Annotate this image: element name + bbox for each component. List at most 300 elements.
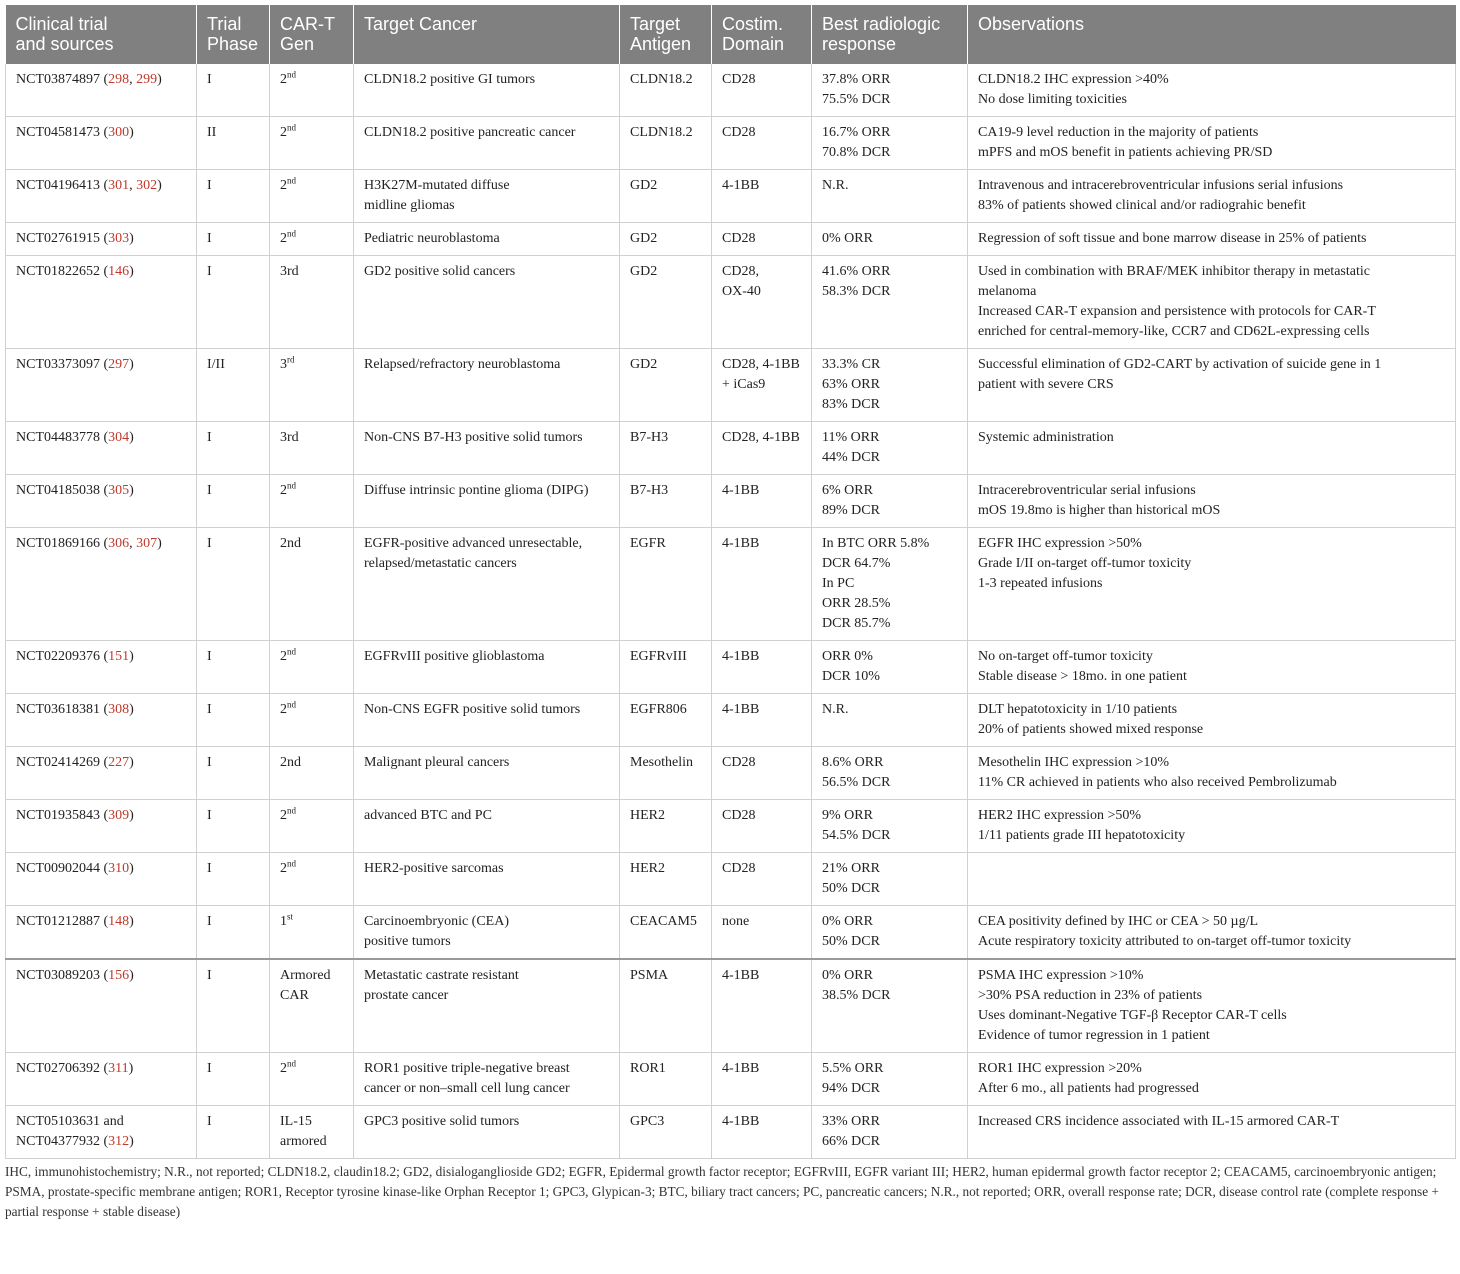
generation-value: 3 [280, 357, 287, 372]
costim-domain-cell [712, 906, 812, 960]
generation-superscript: nd [287, 699, 296, 710]
reference-link: 310 [108, 861, 130, 876]
phase-cell: I [197, 1053, 270, 1106]
target-antigen-cell: GD2 [620, 349, 712, 422]
best-response-cell [812, 256, 968, 349]
trial-id: NCT01935843 ( [16, 808, 109, 823]
target-cancer-cell [354, 256, 620, 349]
costim-domain-cell [712, 1106, 812, 1159]
costim-domain-line: CD28, 4-1BB [722, 430, 800, 445]
generation-cell [270, 528, 354, 641]
header-costim-domain [712, 5, 812, 64]
table-row [6, 349, 1456, 422]
costim-domain-line: 4-1BB [722, 1114, 760, 1129]
generation-superscript: nd [287, 858, 296, 869]
phase-cell: I [197, 422, 270, 475]
reference-link: 307 [136, 536, 158, 551]
trial-id: NCT05103631 and NCT04377932 ( [16, 1114, 124, 1149]
target-antigen-cell: CEACAM5 [620, 906, 712, 960]
header-text: Target [630, 14, 681, 34]
generation-cell [270, 422, 354, 475]
target-cancer-cell [354, 906, 620, 960]
trial-id-cell: NCT03089203 (156) [6, 959, 197, 1053]
costim-domain-line: 4-1BB [722, 702, 760, 717]
best-response-line: DCR 85.7% [822, 616, 891, 631]
observations-cell [968, 475, 1456, 528]
costim-domain-cell [712, 800, 812, 853]
best-response-line: 8.6% ORR [822, 755, 884, 770]
best-response-line: DCR 10% [822, 669, 880, 684]
phase-cell: I [197, 64, 270, 117]
target-cancer-cell [354, 170, 620, 223]
trial-id-cell: NCT03874897 (298, 299) [6, 64, 197, 117]
trial-id: NCT04483778 ( [16, 430, 109, 445]
phase-cell: I [197, 641, 270, 694]
observation-line: HER2 IHC expression >50% [978, 808, 1142, 823]
target-cancer-cell [354, 422, 620, 475]
header-text: and sources [15, 34, 114, 54]
table-row [6, 959, 1456, 1053]
costim-domain-cell [712, 641, 812, 694]
trial-id: NCT02414269 ( [16, 755, 109, 770]
costim-domain-line: 4-1BB [722, 968, 760, 983]
observation-line: Increased CRS incidence associated with IL-15 armored CAR-T [978, 1114, 1340, 1129]
header-text: Target Cancer [364, 14, 478, 34]
observation-line: Systemic administration [978, 430, 1114, 445]
target-cancer-line: HER2-positive sarcomas [364, 861, 504, 876]
car-t-trials-table [5, 5, 1456, 1159]
reference-link: 300 [108, 125, 130, 140]
trial-id-cell: NCT03618381 (308) [6, 694, 197, 747]
table-row [6, 906, 1456, 960]
table-row [6, 64, 1456, 117]
best-response-line: 94% DCR [822, 1081, 880, 1096]
generation-cell [270, 64, 354, 117]
trial-id: NCT03089203 ( [16, 968, 109, 983]
generation-superscript: nd [287, 1058, 296, 1069]
observations-cell [968, 1053, 1456, 1106]
phase-cell: I [197, 256, 270, 349]
target-cancer-line: CLDN18.2 positive pancreatic cancer [364, 125, 576, 140]
phase-cell: I [197, 694, 270, 747]
target-cancer-cell [354, 349, 620, 422]
phase-cell: I [197, 170, 270, 223]
costim-domain-line: 4-1BB [722, 649, 760, 664]
phase-cell: I [197, 853, 270, 906]
generation-value: 2 [280, 1061, 287, 1076]
observation-line: enriched for central-memory-like, CCR7 and CD62L-expressing cells [978, 324, 1370, 339]
best-response-line: 63% ORR [822, 377, 880, 392]
generation-value: 2 [280, 178, 287, 193]
best-response-cell [812, 853, 968, 906]
best-response-line: 33.3% CR [822, 357, 881, 372]
best-response-cell [812, 1106, 968, 1159]
table-body [6, 64, 1456, 1159]
table-row [6, 422, 1456, 475]
target-cancer-line: Carcinoembryonic (CEA) [364, 914, 510, 929]
target-cancer-line: Metastatic castrate resistant [364, 968, 519, 983]
trial-id: NCT01869166 ( [16, 536, 109, 551]
trial-id-cell: NCT02706392 (311) [6, 1053, 197, 1106]
best-response-cell [812, 223, 968, 256]
observation-line: Regression of soft tissue and bone marrow disease in 25% of patients [978, 231, 1367, 246]
table-row [6, 641, 1456, 694]
generation-superscript: nd [287, 122, 296, 133]
generation-value: Armored CAR [280, 968, 331, 1003]
reference-link: 303 [108, 231, 130, 246]
generation-superscript: nd [287, 175, 296, 186]
observations-cell [968, 853, 1456, 906]
header-trial-phase [197, 5, 270, 64]
target-cancer-line: GPC3 positive solid tumors [364, 1114, 520, 1129]
generation-cell [270, 349, 354, 422]
generation-value: 2 [280, 125, 287, 140]
best-response-line: N.R. [822, 178, 849, 193]
generation-cell [270, 1053, 354, 1106]
table-row [6, 694, 1456, 747]
header-text: CAR-T [280, 14, 335, 34]
generation-value: 2 [280, 231, 287, 246]
costim-domain-cell [712, 528, 812, 641]
costim-domain-cell [712, 1053, 812, 1106]
trial-id-cell: NCT01869166 (306, 307) [6, 528, 197, 641]
target-cancer-line: cancer or non–small cell lung cancer [364, 1081, 570, 1096]
reference-link: 299 [136, 72, 158, 87]
observations-cell [968, 349, 1456, 422]
trial-id-cell: NCT04581473 (300) [6, 117, 197, 170]
trial-id-cell: NCT01822652 (146) [6, 256, 197, 349]
target-antigen-cell: PSMA [620, 959, 712, 1053]
observation-line: No on-target off-tumor toxicity [978, 649, 1153, 664]
reference-link: 227 [108, 755, 130, 770]
table-row [6, 1106, 1456, 1159]
table-row [6, 853, 1456, 906]
target-cancer-cell [354, 747, 620, 800]
costim-domain-line: CD28, 4-1BB [722, 357, 800, 372]
table-row [6, 747, 1456, 800]
target-cancer-line: CLDN18.2 positive GI tumors [364, 72, 536, 87]
table-row [6, 800, 1456, 853]
trial-id: NCT03874897 ( [16, 72, 109, 87]
generation-superscript: nd [287, 805, 296, 816]
generation-value: IL-15 armored [280, 1114, 327, 1149]
best-response-cell [812, 117, 968, 170]
header-text: response [822, 34, 897, 54]
target-antigen-cell: B7-H3 [620, 422, 712, 475]
target-cancer-cell [354, 528, 620, 641]
best-response-cell [812, 64, 968, 117]
best-response-line: 0% ORR [822, 914, 873, 929]
best-response-line: 89% DCR [822, 503, 880, 518]
phase-cell: I [197, 906, 270, 960]
costim-domain-line: CD28 [722, 808, 756, 823]
best-response-line: 38.5% DCR [822, 988, 891, 1003]
best-response-line: 83% DCR [822, 397, 880, 412]
phase-cell: II [197, 117, 270, 170]
costim-domain-line: OX-40 [722, 284, 761, 299]
generation-superscript: nd [287, 646, 296, 657]
generation-value: 2nd [280, 755, 301, 770]
trial-id: NCT02209376 ( [16, 649, 109, 664]
observation-line: Intravenous and intracerebroventricular infusions serial infusions [978, 178, 1344, 193]
generation-value: 2nd [280, 536, 301, 551]
generation-cell [270, 1106, 354, 1159]
observation-line: CEA positivity defined by IHC or CEA > 50 µg/L [978, 914, 1259, 929]
target-cancer-line: GD2 positive solid cancers [364, 264, 516, 279]
observations-cell [968, 170, 1456, 223]
target-cancer-line: Relapsed/refractory neuroblastoma [364, 357, 561, 372]
header-text: Observations [978, 14, 1085, 34]
trial-id: NCT04581473 ( [16, 125, 109, 140]
generation-cell [270, 959, 354, 1053]
target-cancer-line: ROR1 positive triple-negative breast [364, 1061, 570, 1076]
table-footnote: IHC, immunohistochemistry; N.R., not reported; CLDN18.2, claudin18.2; GD2, disialoganglioside GD2; EGFR, Epidermal growth factor receptor; EGFRvIII, EGFR variant III; HER2, human epidermal growth factor receptor 2; CEACAM5, carcinoembryonic antigen; PSMA, prostate-specific membrane antigen; ROR1, Receptor tyrosine kinase-like Orphan Receptor 1; GPC3, Glypican-3; BTC, biliary tract cancers; PC, pancreatic cancers; N.R., not reported; ORR, overall response rate; DCR, disease control rate (complete response + partial response + stable disease) [5, 1164, 1439, 1219]
target-cancer-cell [354, 959, 620, 1053]
generation-value: 1 [280, 914, 287, 929]
costim-domain-line: 4-1BB [722, 483, 760, 498]
generation-cell [270, 641, 354, 694]
generation-cell [270, 906, 354, 960]
generation-cell [270, 853, 354, 906]
target-cancer-line: EGFRvIII positive glioblastoma [364, 649, 545, 664]
generation-superscript: nd [287, 228, 296, 239]
observation-line: DLT hepatotoxicity in 1/10 patients [978, 702, 1178, 717]
best-response-line: 11% ORR [822, 430, 880, 445]
observations-cell [968, 256, 1456, 349]
best-response-cell [812, 1053, 968, 1106]
observations-cell [968, 747, 1456, 800]
trial-id: NCT00902044 ( [16, 861, 109, 876]
reference-link: 311 [108, 1061, 129, 1076]
target-cancer-line: Non-CNS EGFR positive solid tumors [364, 702, 581, 717]
generation-value: 3rd [280, 264, 299, 279]
generation-cell [270, 256, 354, 349]
table-row [6, 223, 1456, 256]
header-target-cancer [354, 5, 620, 64]
observation-line: No dose limiting toxicities [978, 92, 1127, 107]
reference-link: 312 [108, 1134, 130, 1149]
table-row [6, 528, 1456, 641]
best-response-cell [812, 800, 968, 853]
trial-id: NCT01822652 ( [16, 264, 109, 279]
best-response-line: 54.5% DCR [822, 828, 891, 843]
header-observations [968, 5, 1456, 64]
observation-line: ROR1 IHC expression >20% [978, 1061, 1142, 1076]
generation-cell [270, 223, 354, 256]
generation-cell [270, 475, 354, 528]
reference-link: 298 [108, 72, 130, 87]
observation-line: 83% of patients showed clinical and/or radiograhic benefit [978, 198, 1306, 213]
best-response-line: 58.3% DCR [822, 284, 891, 299]
best-response-cell [812, 170, 968, 223]
observations-cell [968, 64, 1456, 117]
target-cancer-line: EGFR-positive advanced unresectable, [364, 536, 583, 551]
target-cancer-line: Non-CNS B7-H3 positive solid tumors [364, 430, 583, 445]
costim-domain-line: 4-1BB [722, 178, 760, 193]
header-car-t-gen [270, 5, 354, 64]
reference-link: 297 [108, 357, 130, 372]
observation-line: mOS 19.8mo is higher than historical mOS [978, 503, 1221, 518]
table-row [6, 1053, 1456, 1106]
target-cancer-cell [354, 1106, 620, 1159]
target-antigen-cell: GD2 [620, 170, 712, 223]
costim-domain-cell [712, 64, 812, 117]
generation-superscript: st [287, 911, 294, 922]
trial-id-cell: NCT04196413 (301, 302) [6, 170, 197, 223]
best-response-cell [812, 906, 968, 960]
trial-id-cell: NCT04483778 (304) [6, 422, 197, 475]
target-cancer-line: prostate cancer [364, 988, 449, 1003]
observations-cell [968, 528, 1456, 641]
target-antigen-cell: CLDN18.2 [620, 64, 712, 117]
table-row [6, 117, 1456, 170]
best-response-cell [812, 747, 968, 800]
header-text: Phase [207, 34, 259, 54]
table-row [6, 170, 1456, 223]
generation-value: 3rd [280, 430, 299, 445]
costim-domain-line: CD28 [722, 861, 756, 876]
costim-domain-line: CD28, [722, 264, 759, 279]
generation-value: 2 [280, 72, 287, 87]
target-cancer-cell [354, 64, 620, 117]
target-antigen-cell: B7-H3 [620, 475, 712, 528]
observation-line: CLDN18.2 IHC expression >40% [978, 72, 1169, 87]
costim-domain-cell [712, 959, 812, 1053]
generation-superscript: rd [287, 354, 295, 365]
costim-domain-line: 4-1BB [722, 536, 760, 551]
generation-cell [270, 170, 354, 223]
costim-domain-cell [712, 422, 812, 475]
target-antigen-cell: GPC3 [620, 1106, 712, 1159]
target-antigen-cell: EGFR [620, 528, 712, 641]
best-response-line: 50% DCR [822, 881, 880, 896]
observations-cell [968, 1106, 1456, 1159]
best-response-line: 16.7% ORR [822, 125, 891, 140]
generation-value: 2 [280, 483, 287, 498]
costim-domain-cell [712, 747, 812, 800]
costim-domain-cell [712, 853, 812, 906]
best-response-line: 56.5% DCR [822, 775, 891, 790]
trial-id: NCT02706392 ( [16, 1061, 109, 1076]
observation-line: PSMA IHC expression >10% [978, 968, 1144, 983]
header-text: Antigen [630, 34, 692, 54]
best-response-line: 5.5% ORR [822, 1061, 884, 1076]
costim-domain-line: 4-1BB [722, 1061, 760, 1076]
costim-domain-cell [712, 117, 812, 170]
costim-domain-line: CD28 [722, 125, 756, 140]
target-antigen-cell: Mesothelin [620, 747, 712, 800]
trial-id: NCT04185038 ( [16, 483, 109, 498]
observation-line: Stable disease > 18mo. in one patient [978, 669, 1187, 684]
observation-line: CA19-9 level reduction in the majority of patients [978, 125, 1259, 140]
generation-cell [270, 747, 354, 800]
best-response-line: 50% DCR [822, 934, 880, 949]
trial-id-cell: NCT04185038 (305) [6, 475, 197, 528]
table-row [6, 256, 1456, 349]
reference-link: 301 [108, 178, 130, 193]
costim-domain-cell [712, 694, 812, 747]
observation-line: patient with severe CRS [978, 377, 1114, 392]
best-response-line: 6% ORR [822, 483, 873, 498]
target-cancer-cell [354, 641, 620, 694]
observation-line: 20% of patients showed mixed response [978, 722, 1204, 737]
trial-id-cell: NCT02209376 (151) [6, 641, 197, 694]
target-antigen-cell: EGFR806 [620, 694, 712, 747]
table-row [6, 475, 1456, 528]
generation-superscript: nd [287, 480, 296, 491]
observation-line: Uses dominant-Negative TGF-β Receptor CAR-T cells [978, 1008, 1287, 1023]
best-response-cell [812, 694, 968, 747]
observation-line: mPFS and mOS benefit in patients achieving PR/SD [978, 145, 1273, 160]
best-response-line: In BTC ORR 5.8% [822, 536, 930, 551]
observations-cell [968, 422, 1456, 475]
target-cancer-cell [354, 223, 620, 256]
costim-domain-line: + iCas9 [722, 377, 766, 392]
observation-line: 11% CR achieved in patients who also received Pembrolizumab [978, 775, 1337, 790]
reference-link: 306 [108, 536, 130, 551]
header-target-antigen [620, 5, 712, 64]
observation-line: Successful elimination of GD2-CART by activation of suicide gene in 1 [978, 357, 1382, 372]
observation-line: 1-3 repeated infusions [978, 576, 1103, 591]
table-header-row [6, 5, 1456, 64]
best-response-line: N.R. [822, 702, 849, 717]
target-cancer-line: positive tumors [364, 934, 451, 949]
observation-line: After 6 mo., all patients had progressed [978, 1081, 1199, 1096]
best-response-cell [812, 959, 968, 1053]
observation-line: Intracerebroventricular serial infusions [978, 483, 1196, 498]
best-response-line: In PC [822, 576, 855, 591]
target-cancer-line: Pediatric neuroblastoma [364, 231, 500, 246]
header-text: Domain [722, 34, 785, 54]
generation-cell [270, 800, 354, 853]
generation-value: 2 [280, 808, 287, 823]
observations-cell [968, 800, 1456, 853]
best-response-cell [812, 475, 968, 528]
best-response-line: 0% ORR [822, 968, 873, 983]
reference-link: 305 [108, 483, 130, 498]
observation-line: Mesothelin IHC expression >10% [978, 755, 1170, 770]
best-response-cell [812, 641, 968, 694]
target-cancer-line: Diffuse intrinsic pontine glioma (DIPG) [364, 483, 589, 498]
reference-link: 146 [108, 264, 130, 279]
best-response-line: 70.8% DCR [822, 145, 891, 160]
best-response-line: 0% ORR [822, 231, 873, 246]
trials-table-container [5, 5, 1455, 1222]
best-response-line: 33% ORR [822, 1114, 880, 1129]
observations-cell [968, 117, 1456, 170]
header-text: Clinical trial [15, 14, 108, 34]
trial-id: NCT01212887 ( [16, 914, 109, 929]
header-text: Trial [207, 14, 242, 34]
observation-line: Grade I/II on-target off-tumor toxicity [978, 556, 1192, 571]
target-antigen-cell: ROR1 [620, 1053, 712, 1106]
costim-domain-line: CD28 [722, 72, 756, 87]
target-antigen-cell: HER2 [620, 853, 712, 906]
observation-line: 1/11 patients grade III hepatotoxicity [978, 828, 1186, 843]
best-response-line: 75.5% DCR [822, 92, 891, 107]
header-clinical-trial [6, 5, 197, 64]
trial-id-cell: NCT05103631 and NCT04377932 (312) [6, 1106, 197, 1159]
target-antigen-cell: EGFRvIII [620, 641, 712, 694]
header-text: Costim. [722, 14, 784, 34]
costim-domain-line: none [722, 914, 750, 929]
target-cancer-cell [354, 694, 620, 747]
phase-cell: I [197, 223, 270, 256]
reference-link: 304 [108, 430, 130, 445]
observation-line: >30% PSA reduction in 23% of patients [978, 988, 1203, 1003]
costim-domain-cell [712, 475, 812, 528]
best-response-cell [812, 528, 968, 641]
